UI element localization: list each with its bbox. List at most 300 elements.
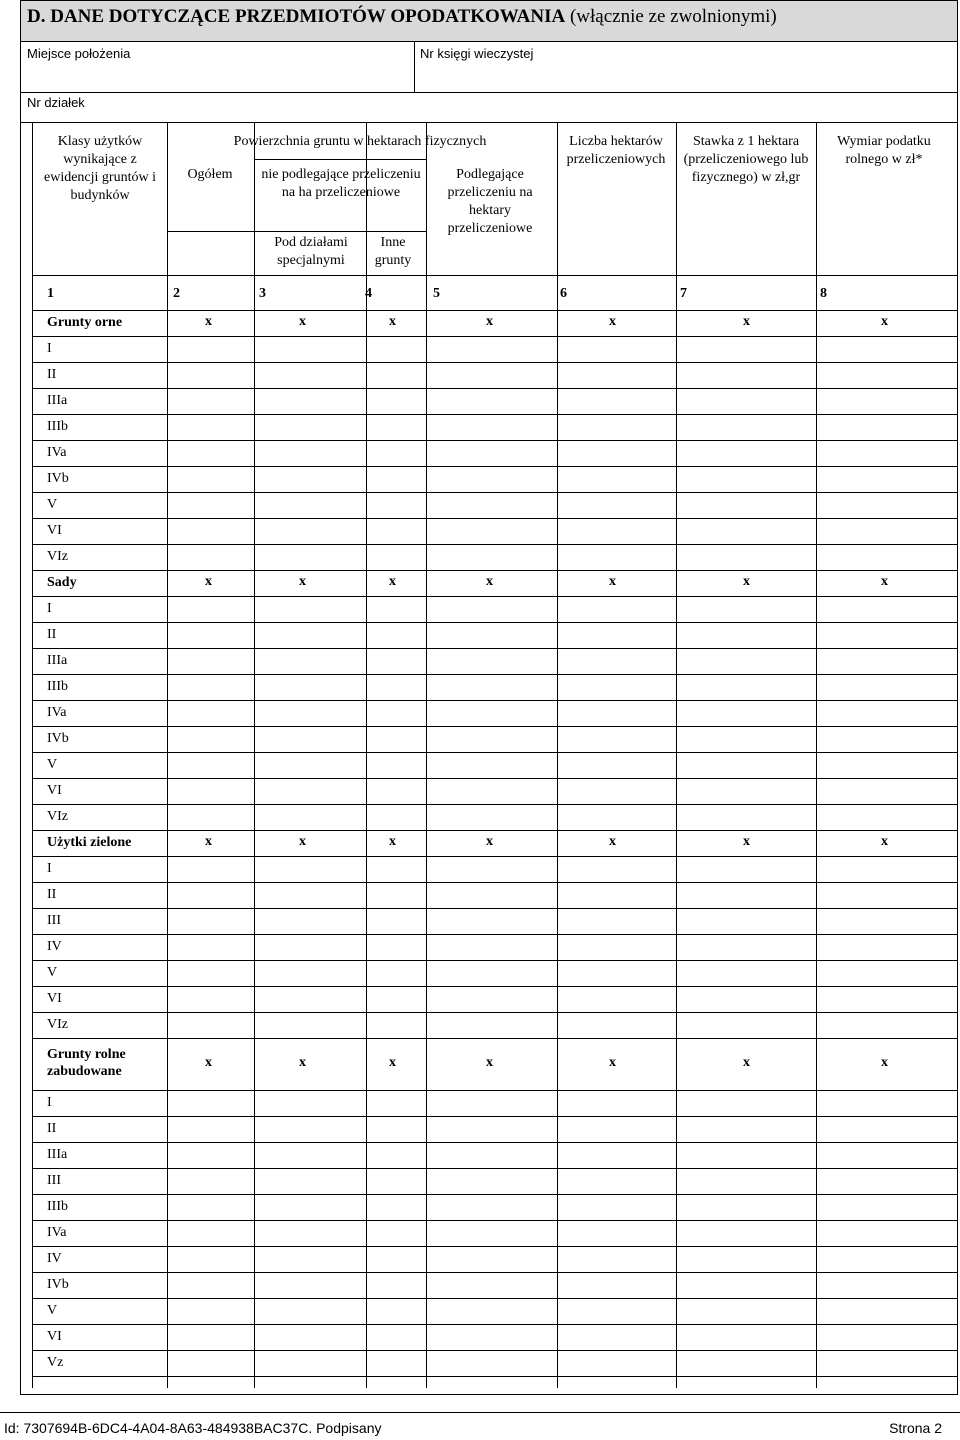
table-cell-input[interactable]: [558, 649, 676, 674]
table-cell-input[interactable]: [367, 337, 426, 362]
table-cell-input[interactable]: [255, 649, 366, 674]
table-cell-input[interactable]: [677, 753, 816, 778]
table-cell-input[interactable]: [255, 805, 366, 830]
table-cell-input[interactable]: [817, 675, 957, 700]
grid-line: [32, 122, 33, 1388]
column-number: 3: [259, 286, 266, 301]
table-cell-input[interactable]: [367, 701, 426, 726]
table-cell-input[interactable]: [255, 1091, 366, 1116]
table-cell-input[interactable]: [168, 1195, 254, 1220]
table-cell-input[interactable]: [255, 779, 366, 804]
table-cell-input[interactable]: [255, 701, 366, 726]
table-cell-input[interactable]: [677, 961, 816, 986]
table-cell-input[interactable]: [677, 779, 816, 804]
table-cell-input[interactable]: [427, 389, 557, 414]
table-cell-input[interactable]: [427, 493, 557, 518]
table-cell-input[interactable]: [255, 961, 366, 986]
table-cell-input[interactable]: [427, 519, 557, 544]
table-cell-input[interactable]: [255, 1247, 366, 1272]
table-cell-input[interactable]: [255, 1169, 366, 1194]
table-cell-input[interactable]: [168, 415, 254, 440]
table-cell-input[interactable]: [168, 727, 254, 752]
table-cell-input[interactable]: [427, 1091, 557, 1116]
table-cell-input[interactable]: [255, 675, 366, 700]
table-cell-input[interactable]: [817, 701, 957, 726]
table-cell-input[interactable]: [367, 649, 426, 674]
table-cell-input[interactable]: [817, 545, 957, 570]
table-cell-input[interactable]: [367, 961, 426, 986]
table-cell-input[interactable]: [255, 623, 366, 648]
table-cell-input[interactable]: [168, 1117, 254, 1142]
table-cell-input[interactable]: [427, 935, 557, 960]
table-cell-input[interactable]: [427, 857, 557, 882]
table-cell-input[interactable]: [558, 675, 676, 700]
location-field[interactable]: Miejsce położenia: [27, 46, 131, 61]
table-cell-input[interactable]: [427, 337, 557, 362]
table-cell-input[interactable]: [255, 415, 366, 440]
header-not-subject: nie podlegające przeliczeniu na ha przeliczeniowe: [261, 167, 421, 200]
table-cell-input[interactable]: [367, 675, 426, 700]
table-cell-input[interactable]: [558, 337, 676, 362]
table-cell-input[interactable]: [427, 675, 557, 700]
table-cell-input[interactable]: [367, 493, 426, 518]
table-cell-input[interactable]: [427, 701, 557, 726]
table-cell-input[interactable]: [168, 987, 254, 1012]
table-cell-input[interactable]: [817, 1299, 957, 1324]
table-cell-input[interactable]: [427, 1221, 557, 1246]
table-cell-input[interactable]: [558, 779, 676, 804]
table-cell-input[interactable]: [427, 909, 557, 934]
table-cell-input[interactable]: [558, 623, 676, 648]
table-cell-input[interactable]: [677, 675, 816, 700]
cross-mark: x: [609, 314, 616, 329]
table-cell-input[interactable]: [168, 519, 254, 544]
grid-line: [32, 1038, 957, 1039]
class-label: IVa: [47, 1225, 67, 1240]
table-cell-input[interactable]: [558, 441, 676, 466]
table-cell-input[interactable]: [427, 623, 557, 648]
table-cell-input[interactable]: [558, 389, 676, 414]
table-cell-input[interactable]: [558, 1091, 676, 1116]
table-cell-input[interactable]: [817, 1273, 957, 1298]
table-cell-input[interactable]: [427, 1325, 557, 1350]
table-cell-input[interactable]: [427, 1013, 557, 1038]
table-cell-input[interactable]: [367, 623, 426, 648]
table-cell-input[interactable]: [168, 1169, 254, 1194]
table-cell-input[interactable]: [168, 1091, 254, 1116]
table-cell-input[interactable]: [255, 1273, 366, 1298]
class-label: VI: [47, 523, 62, 538]
table-cell-input[interactable]: [817, 389, 957, 414]
table-cell-input[interactable]: [817, 1195, 957, 1220]
table-cell-input[interactable]: [558, 597, 676, 622]
header-other: Inne grunty: [374, 235, 412, 268]
table-cell-input[interactable]: [817, 1169, 957, 1194]
class-label: II: [47, 887, 57, 902]
table-cell-input[interactable]: [677, 909, 816, 934]
header-area: Powierzchnia gruntu w hektarach fizycznych: [233, 134, 487, 149]
table-cell-input[interactable]: [367, 779, 426, 804]
table-cell-input[interactable]: [677, 805, 816, 830]
table-cell-input[interactable]: [677, 493, 816, 518]
cross-mark: x: [205, 834, 212, 849]
table-cell-input[interactable]: [677, 857, 816, 882]
table-cell-input[interactable]: [255, 467, 366, 492]
table-cell-input[interactable]: [168, 1013, 254, 1038]
cross-mark: x: [299, 574, 306, 589]
table-cell-input[interactable]: [677, 1117, 816, 1142]
table-cell-input[interactable]: [427, 805, 557, 830]
table-cell-input[interactable]: [255, 389, 366, 414]
column-number: 1: [47, 286, 54, 301]
table-cell-input[interactable]: [558, 1195, 676, 1220]
table-cell-input[interactable]: [427, 1299, 557, 1324]
table-cell-input[interactable]: [367, 1013, 426, 1038]
table-cell-input[interactable]: [255, 935, 366, 960]
table-cell-input[interactable]: [367, 987, 426, 1012]
table-cell-input[interactable]: [367, 415, 426, 440]
section-title-main: D. DANE DOTYCZĄCE PRZEDMIOTÓW OPODATKOWANIA: [27, 6, 566, 27]
table-cell-input[interactable]: [817, 1091, 957, 1116]
cross-mark: x: [609, 1055, 616, 1070]
table-cell-input[interactable]: [255, 493, 366, 518]
table-cell-input[interactable]: [817, 1143, 957, 1168]
table-cell-input[interactable]: [677, 441, 816, 466]
table-cell-input[interactable]: [817, 441, 957, 466]
table-cell-input[interactable]: [817, 1325, 957, 1350]
table-cell-input[interactable]: [677, 883, 816, 908]
table-cell-input[interactable]: [367, 1143, 426, 1168]
table-cell-input[interactable]: [558, 519, 676, 544]
table-cell-input[interactable]: [427, 1195, 557, 1220]
table-cell-input[interactable]: [677, 623, 816, 648]
table-cell-input[interactable]: [367, 1273, 426, 1298]
table-cell-input[interactable]: [817, 649, 957, 674]
table-cell-input[interactable]: [255, 441, 366, 466]
table-cell-input[interactable]: [427, 441, 557, 466]
table-cell-input[interactable]: [558, 1221, 676, 1246]
table-cell-input[interactable]: [367, 519, 426, 544]
header-classes: Klasy użytków wynikające z ewidencji gruntów i budynków: [44, 134, 156, 203]
table-cell-input[interactable]: [558, 961, 676, 986]
table-cell-input[interactable]: [168, 441, 254, 466]
table-cell-input[interactable]: [558, 701, 676, 726]
table-cell-input[interactable]: [817, 1013, 957, 1038]
class-label: II: [47, 1121, 57, 1136]
table-cell-input[interactable]: [558, 883, 676, 908]
table-cell-input[interactable]: [677, 1325, 816, 1350]
table-cell-input[interactable]: [677, 1169, 816, 1194]
table-cell-input[interactable]: [558, 857, 676, 882]
table-cell-input[interactable]: [427, 363, 557, 388]
table-cell-input[interactable]: [427, 753, 557, 778]
table-cell-input[interactable]: [168, 1143, 254, 1168]
table-cell-input[interactable]: [558, 545, 676, 570]
table-cell-input[interactable]: [367, 1169, 426, 1194]
table-cell-input[interactable]: [168, 467, 254, 492]
class-label: I: [47, 341, 52, 356]
cross-mark: x: [743, 834, 750, 849]
table-cell-input[interactable]: [168, 1299, 254, 1324]
table-cell-input[interactable]: [558, 1169, 676, 1194]
table-cell-input[interactable]: [817, 857, 957, 882]
table-cell-input[interactable]: [255, 1143, 366, 1168]
table-cell-input[interactable]: [558, 987, 676, 1012]
table-cell-input[interactable]: [427, 1117, 557, 1142]
table-cell-input[interactable]: [427, 545, 557, 570]
table-cell-input[interactable]: [677, 935, 816, 960]
table-cell-input[interactable]: [677, 1273, 816, 1298]
table-cell-input[interactable]: [367, 363, 426, 388]
table-cell-input[interactable]: [255, 857, 366, 882]
table-cell-input[interactable]: [558, 1013, 676, 1038]
table-cell-input[interactable]: [168, 805, 254, 830]
table-cell-input[interactable]: [677, 727, 816, 752]
table-cell-input[interactable]: [817, 623, 957, 648]
table-cell-input[interactable]: [255, 753, 366, 778]
table-cell-input[interactable]: [168, 1325, 254, 1350]
table-cell-input[interactable]: [677, 1143, 816, 1168]
table-cell-input[interactable]: [168, 1273, 254, 1298]
table-cell-input[interactable]: [558, 467, 676, 492]
table-cell-input[interactable]: [817, 753, 957, 778]
table-cell-input[interactable]: [255, 987, 366, 1012]
table-cell-input[interactable]: [558, 805, 676, 830]
table-cell-input[interactable]: [168, 597, 254, 622]
table-cell-input[interactable]: [367, 857, 426, 882]
table-cell-input[interactable]: [677, 701, 816, 726]
table-cell-input[interactable]: [558, 753, 676, 778]
table-cell-input[interactable]: [817, 1351, 957, 1376]
table-cell-input[interactable]: [255, 597, 366, 622]
class-label: IIIa: [47, 1147, 68, 1162]
plots-field[interactable]: Nr działek: [27, 95, 85, 110]
table-cell-input[interactable]: [367, 545, 426, 570]
table-cell-input[interactable]: [168, 337, 254, 362]
table-cell-input[interactable]: [558, 935, 676, 960]
table-cell-input[interactable]: [558, 1117, 676, 1142]
table-cell-input[interactable]: [817, 727, 957, 752]
table-cell-input[interactable]: [817, 493, 957, 518]
table-cell-input[interactable]: [367, 1325, 426, 1350]
table-cell-input[interactable]: [817, 909, 957, 934]
table-cell-input[interactable]: [427, 727, 557, 752]
table-cell-input[interactable]: [817, 935, 957, 960]
table-cell-input[interactable]: [168, 623, 254, 648]
table-cell-input[interactable]: [677, 337, 816, 362]
table-cell-input[interactable]: [817, 779, 957, 804]
table-cell-input[interactable]: [367, 1091, 426, 1116]
header-special: Pod działami specjalnymi: [274, 235, 348, 268]
table-cell-input[interactable]: [427, 1273, 557, 1298]
table-cell-input[interactable]: [427, 649, 557, 674]
table-cell-input[interactable]: [427, 779, 557, 804]
table-cell-input[interactable]: [168, 1351, 254, 1376]
column-number: 2: [173, 286, 180, 301]
table-cell-input[interactable]: [677, 1091, 816, 1116]
table-cell-input[interactable]: [367, 467, 426, 492]
table-cell-input[interactable]: [677, 467, 816, 492]
table-cell-input[interactable]: [677, 649, 816, 674]
table-cell-input[interactable]: [677, 1195, 816, 1220]
grid-line: [32, 570, 957, 571]
table-cell-input[interactable]: [168, 493, 254, 518]
table-cell-input[interactable]: [168, 883, 254, 908]
table-cell-input[interactable]: [817, 987, 957, 1012]
class-label: IIIb: [47, 1199, 68, 1214]
table-cell-input[interactable]: [677, 1351, 816, 1376]
table-cell-input[interactable]: [427, 1143, 557, 1168]
table-cell-input[interactable]: [558, 493, 676, 518]
table-cell-input[interactable]: [677, 363, 816, 388]
table-cell-input[interactable]: [367, 883, 426, 908]
class-label: IV: [47, 939, 62, 954]
table-cell-input[interactable]: [168, 363, 254, 388]
table-cell-input[interactable]: [677, 987, 816, 1012]
group-title: Grunty rolne zabudowane: [47, 1047, 126, 1079]
table-cell-input[interactable]: [677, 1299, 816, 1324]
table-cell-input[interactable]: [677, 1221, 816, 1246]
table-cell-input[interactable]: [255, 727, 366, 752]
table-cell-input[interactable]: [427, 1169, 557, 1194]
table-cell-input[interactable]: [168, 909, 254, 934]
table-cell-input[interactable]: [168, 753, 254, 778]
table-cell-input[interactable]: [817, 1221, 957, 1246]
class-label: III: [47, 1173, 61, 1188]
table-cell-input[interactable]: [558, 415, 676, 440]
table-cell-input[interactable]: [817, 467, 957, 492]
table-cell-input[interactable]: [677, 415, 816, 440]
table-cell-input[interactable]: [677, 597, 816, 622]
table-cell-input[interactable]: [677, 1247, 816, 1272]
table-cell-input[interactable]: [817, 961, 957, 986]
table-cell-input[interactable]: [168, 961, 254, 986]
table-cell-input[interactable]: [817, 337, 957, 362]
table-cell-input[interactable]: [677, 389, 816, 414]
cross-mark: x: [389, 314, 396, 329]
table-cell-input[interactable]: [427, 1247, 557, 1272]
table-cell-input[interactable]: [367, 389, 426, 414]
cross-mark: x: [743, 574, 750, 589]
table-cell-input[interactable]: [427, 961, 557, 986]
table-cell-input[interactable]: [367, 909, 426, 934]
table-cell-input[interactable]: [367, 805, 426, 830]
table-cell-input[interactable]: [817, 363, 957, 388]
table-cell-input[interactable]: [367, 753, 426, 778]
table-cell-input[interactable]: [255, 1117, 366, 1142]
table-cell-input[interactable]: [367, 935, 426, 960]
table-cell-input[interactable]: [817, 883, 957, 908]
table-cell-input[interactable]: [255, 545, 366, 570]
table-cell-input[interactable]: [255, 909, 366, 934]
table-cell-input[interactable]: [367, 1299, 426, 1324]
cross-mark: x: [881, 314, 888, 329]
cross-mark: x: [486, 834, 493, 849]
table-cell-input[interactable]: [817, 1247, 957, 1272]
table-cell-input[interactable]: [168, 935, 254, 960]
table-cell-input[interactable]: [168, 545, 254, 570]
table-cell-input[interactable]: [367, 441, 426, 466]
land-register-field[interactable]: Nr księgi wieczystej: [420, 46, 534, 61]
table-cell-input[interactable]: [367, 1221, 426, 1246]
table-cell-input[interactable]: [255, 1325, 366, 1350]
table-cell-input[interactable]: [558, 363, 676, 388]
class-label: IV: [47, 1251, 62, 1266]
table-cell-input[interactable]: [367, 1351, 426, 1376]
table-cell-input[interactable]: [427, 1351, 557, 1376]
column-number: 7: [680, 286, 687, 301]
cross-mark: x: [743, 1055, 750, 1070]
table-cell-input[interactable]: [367, 1195, 426, 1220]
column-number: 6: [560, 286, 567, 301]
table-cell-input[interactable]: [367, 597, 426, 622]
table-cell-input[interactable]: [168, 1221, 254, 1246]
table-cell-input[interactable]: [817, 1117, 957, 1142]
table-cell-input[interactable]: [558, 1299, 676, 1324]
table-cell-input[interactable]: [367, 1117, 426, 1142]
table-cell-input[interactable]: [677, 519, 816, 544]
table-cell-input[interactable]: [168, 701, 254, 726]
table-cell-input[interactable]: [558, 1247, 676, 1272]
table-cell-input[interactable]: [817, 519, 957, 544]
table-cell-input[interactable]: [255, 1299, 366, 1324]
class-label: IVb: [47, 731, 69, 746]
table-cell-input[interactable]: [427, 415, 557, 440]
table-cell-input[interactable]: [558, 1273, 676, 1298]
table-cell-input[interactable]: [427, 883, 557, 908]
table-cell-input[interactable]: [168, 857, 254, 882]
table-cell-input[interactable]: [168, 779, 254, 804]
cross-mark: x: [609, 834, 616, 849]
table-cell-input[interactable]: [677, 1013, 816, 1038]
class-label: VI: [47, 783, 62, 798]
table-cell-input[interactable]: [255, 337, 366, 362]
table-cell-input[interactable]: [168, 649, 254, 674]
table-cell-input[interactable]: [427, 987, 557, 1012]
table-cell-input[interactable]: [367, 727, 426, 752]
table-cell-input[interactable]: [255, 883, 366, 908]
table-cell-input[interactable]: [255, 1221, 366, 1246]
table-cell-input[interactable]: [255, 1351, 366, 1376]
table-cell-input[interactable]: [427, 467, 557, 492]
table-cell-input[interactable]: [558, 727, 676, 752]
table-cell-input[interactable]: [168, 1247, 254, 1272]
table-cell-input[interactable]: [817, 415, 957, 440]
table-cell-input[interactable]: [677, 545, 816, 570]
table-cell-input[interactable]: [367, 1247, 426, 1272]
table-cell-input[interactable]: [817, 805, 957, 830]
table-cell-input[interactable]: [558, 1351, 676, 1376]
table-cell-input[interactable]: [168, 389, 254, 414]
table-cell-input[interactable]: [168, 675, 254, 700]
cross-mark: x: [389, 834, 396, 849]
cross-mark: x: [299, 314, 306, 329]
table-cell-input[interactable]: [558, 909, 676, 934]
cross-mark: x: [205, 1055, 212, 1070]
table-cell-input[interactable]: [558, 1143, 676, 1168]
table-cell-input[interactable]: [558, 1325, 676, 1350]
class-label: IVa: [47, 705, 67, 720]
column-number: 4: [365, 286, 372, 301]
table-cell-input[interactable]: [255, 363, 366, 388]
grid-line: [32, 275, 957, 276]
table-cell-input[interactable]: [817, 597, 957, 622]
cross-mark: x: [389, 574, 396, 589]
table-cell-input[interactable]: [255, 519, 366, 544]
table-cell-input[interactable]: [255, 1195, 366, 1220]
table-cell-input[interactable]: [427, 597, 557, 622]
table-cell-input[interactable]: [255, 1013, 366, 1038]
